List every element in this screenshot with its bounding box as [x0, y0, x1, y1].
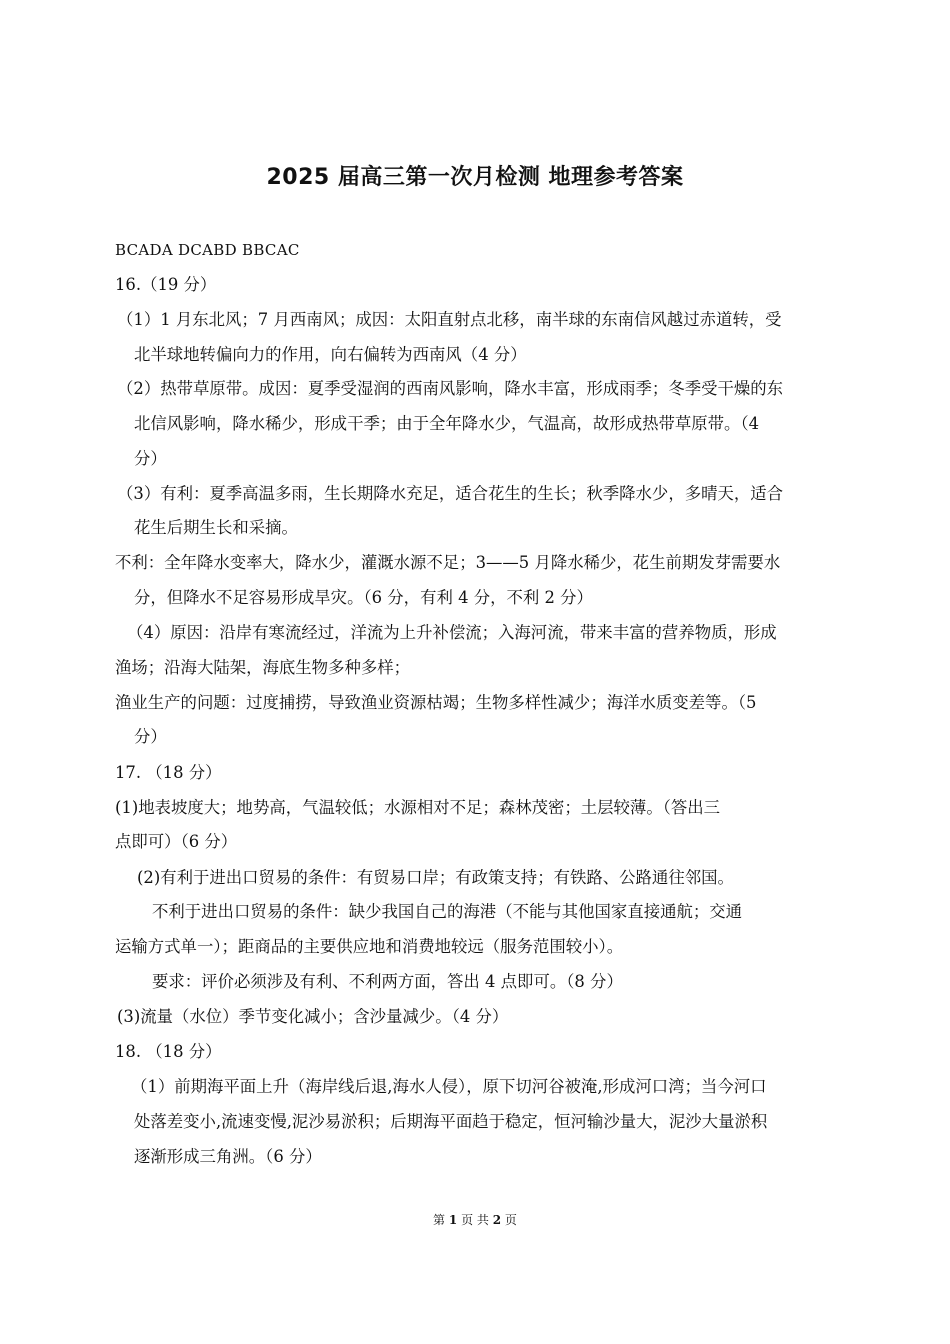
- q17-heading: 17. （18 分）: [115, 763, 222, 782]
- q17-part2-requirement: 要求：评价必须涉及有利、不利两方面，答出 4 点即可。（8 分）: [152, 972, 623, 991]
- q16-part2-line1: （2）热带草原带。成因：夏季受湿润的西南风影响，降水丰富，形成雨季；冬季受干燥的东: [117, 379, 784, 398]
- q18-part1-line3: 逐渐形成三角洲。（6 分）: [134, 1147, 322, 1166]
- q16-part1-line2: 北半球地转偏向力的作用，向右偏转为西南风（4 分）: [134, 345, 527, 364]
- page-title: 2025 届高三第一次月检测 地理参考答案: [266, 165, 684, 190]
- q16-part4-issues-line2: 分）: [134, 727, 167, 746]
- footer-middle: 页 共: [461, 1213, 489, 1227]
- q16-heading: 16.（19 分）: [115, 275, 217, 294]
- q17-part3: (3)流量（水位）季节变化减小；含沙量减少。（4 分）: [117, 1007, 509, 1026]
- q16-part3-cons-line1: 不利：全年降水变率大，降水少，灌溉水源不足；3——5 月降水稀少，花生前期发芽需要水: [115, 553, 781, 572]
- q16-part3-cons-line2: 分，但降水不足容易形成旱灾。（6 分，有利 4 分，不利 2 分）: [134, 588, 593, 607]
- q17-part2-cons-line2: 运输方式单一）；距商品的主要供应地和消费地较远（服务范围较小）。: [115, 937, 624, 956]
- q17-part1-line1: (1)地表坡度大；地势高，气温较低；水源相对不足；森林茂密；土层较薄。（答出三: [115, 798, 721, 817]
- mcq-answers: BCADA DCABD BBCAC: [115, 241, 300, 259]
- q17-part2-line1: (2)有利于进出口贸易的条件：有贸易口岸；有政策支持；有铁路、公路通往邻国。: [137, 868, 734, 887]
- q16-part3-line2: 花生后期生长和采摘。: [134, 518, 298, 537]
- q18-part1-line1: （1）前期海平面上升（海岸线后退,海水人侵），原下切河谷被淹,形成河口湾；当今河口: [131, 1077, 767, 1096]
- q17-part2-cons-line1: 不利于进出口贸易的条件：缺少我国自己的海港（不能与其他国家直接通航；交通: [152, 902, 743, 921]
- q16-part1-line1: （1）1 月东北风；7 月西南风；成因：太阳直射点北移，南半球的东南信风越过赤道转，受: [117, 310, 782, 329]
- footer-total-pages: 2: [492, 1213, 502, 1227]
- page-footer: [0, 1211, 950, 1228]
- footer-suffix: 页: [504, 1213, 517, 1227]
- q16-part4-line1: （4）原因：沿岸有寒流经过，洋流为上升补偿流；入海河流，带来丰富的营养物质，形成: [127, 623, 777, 642]
- q16-part3-line1: （3）有利：夏季高温多雨，生长期降水充足，适合花生的生长；秋季降水少，多晴天，适合: [117, 484, 784, 503]
- footer-page-number: 1: [448, 1213, 458, 1227]
- q17-part1-line2: 点即可）（6 分）: [115, 832, 238, 851]
- footer-prefix: 第: [433, 1213, 446, 1227]
- q16-part2-line2: 北信风影响，降水稀少，形成干季；由于全年降水少，气温高，故形成热带草原带。（4: [134, 414, 760, 433]
- q18-part1-line2: 处落差变小,流速变慢,泥沙易淤积；后期海平面趋于稳定，恒河输沙量大，泥沙大量淤积: [134, 1112, 768, 1131]
- q18-heading: 18. （18 分）: [115, 1042, 222, 1061]
- q16-part2-line3: 分）: [134, 449, 167, 468]
- q16-part4-issues-line1: 渔业生产的问题：过度捕捞，导致渔业资源枯竭；生物多样性减少；海洋水质变差等。（5: [115, 693, 757, 712]
- q16-part4-line2: 渔场；沿海大陆架，海底生物多种多样；: [115, 658, 411, 677]
